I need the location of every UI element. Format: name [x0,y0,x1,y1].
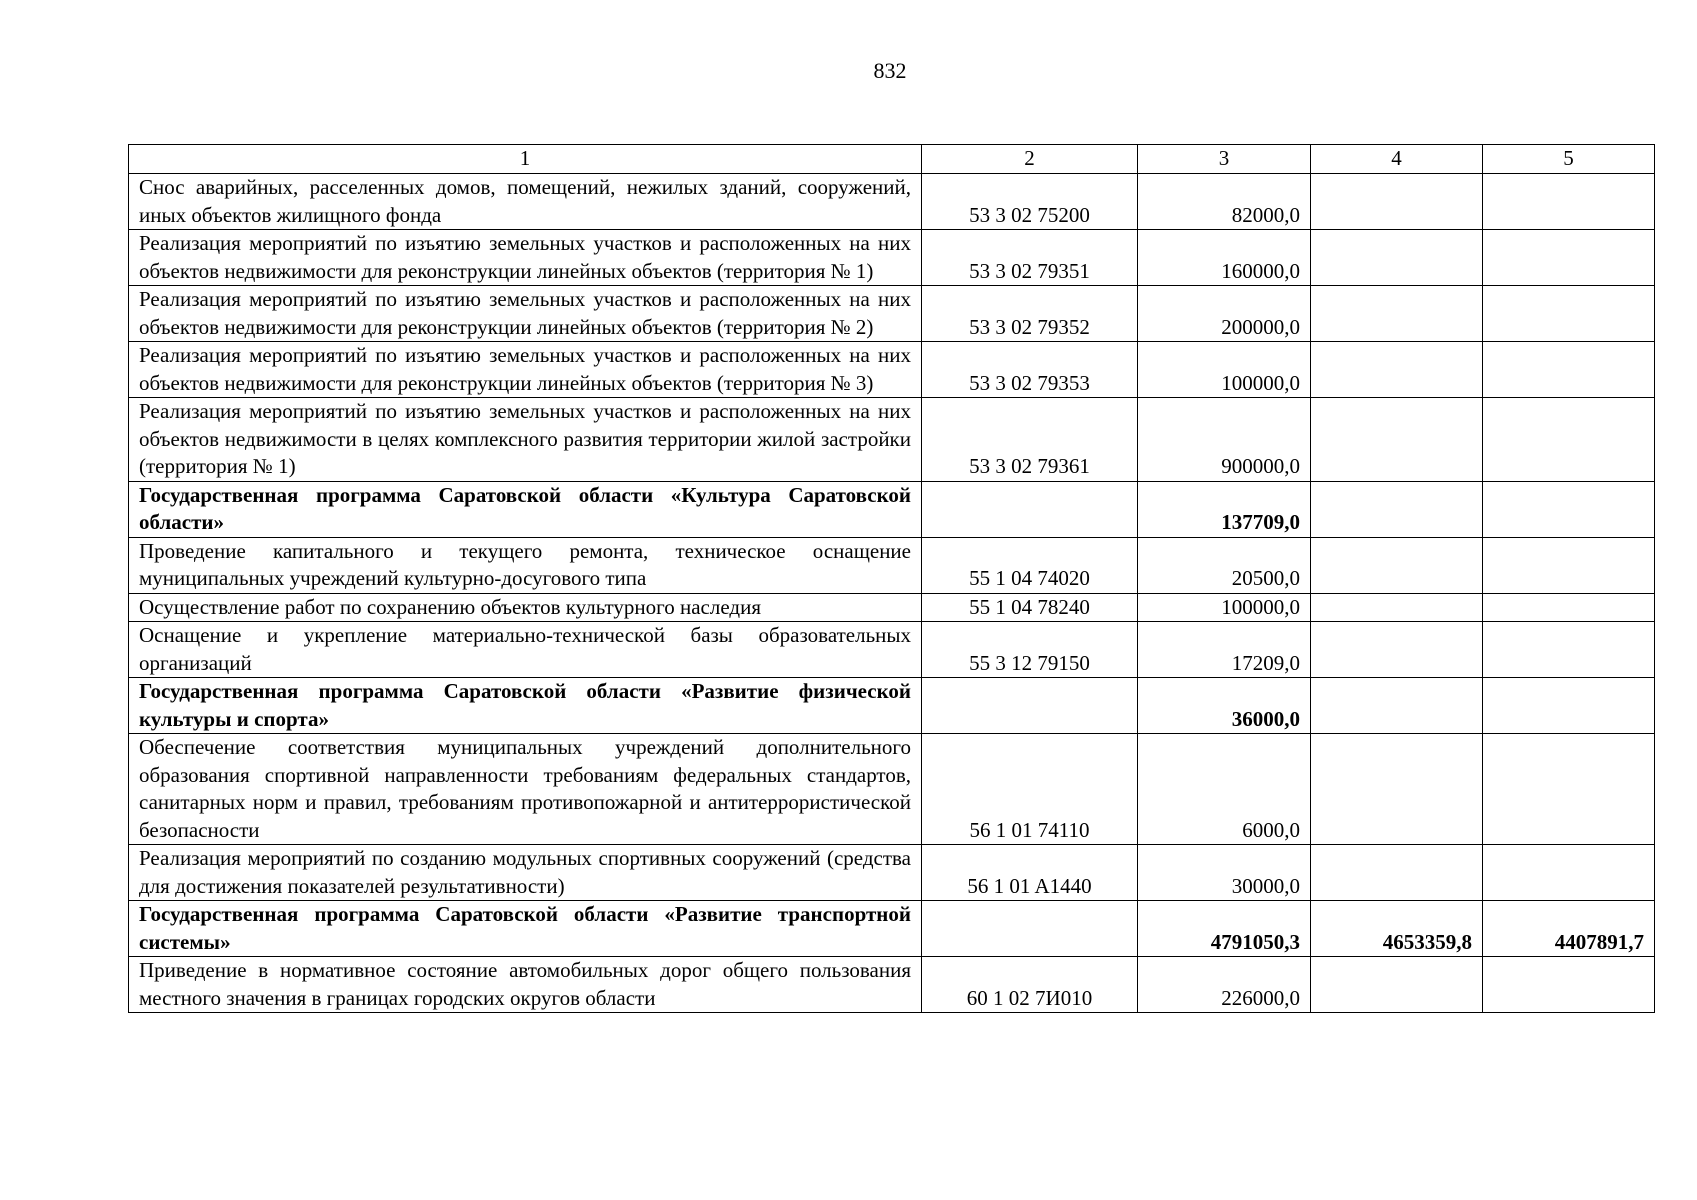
row-value-col4 [1311,481,1483,537]
row-value-col3: 200000,0 [1138,286,1311,342]
row-value-col3: 30000,0 [1138,845,1311,901]
row-name-cell: Реализация мероприятий по изъятию земельных участков и расположенных на них объектов недвижимости для реконструкции линейных объектов (территория № 1) [129,230,922,286]
row-code-cell [922,678,1138,734]
table-row [129,734,1655,845]
row-name-cell: Осуществление работ по сохранению объектов культурного наследия [129,593,922,622]
row-value-col5 [1483,286,1655,342]
row-value-col3: 20500,0 [1138,537,1311,593]
row-value-col5 [1483,845,1655,901]
row-code-cell: 56 1 01 A1440 [922,845,1138,901]
row-value-col3: 4791050,3 [1138,901,1311,957]
row-name-cell: Реализация мероприятий по созданию модульных спортивных сооружений (средства для достижения показателей результативности) [129,845,922,901]
row-value-col5 [1483,622,1655,678]
row-value-col5 [1483,957,1655,1013]
row-value-col5 [1483,230,1655,286]
page-number: 832 [873,58,907,83]
table-row [129,957,1655,1013]
row-code-cell: 53 3 02 75200 [922,174,1138,230]
row-value-col5 [1483,678,1655,734]
row-value-col4 [1311,230,1483,286]
row-name-cell: Снос аварийных, расселенных домов, помещений, нежилых зданий, сооружений, иных объектов жилищного фонда [129,174,922,230]
row-value-col3: 100000,0 [1138,342,1311,398]
table-row [129,230,1655,286]
row-code-cell: 53 3 02 79351 [922,230,1138,286]
row-name-cell: Государственная программа Саратовской области «Культура Саратовской области» [129,481,922,537]
row-value-col3: 900000,0 [1138,398,1311,482]
row-value-col4 [1311,342,1483,398]
row-value-col3: 226000,0 [1138,957,1311,1013]
table-row [129,537,1655,593]
budget-table [128,144,1655,1013]
row-code-cell: 55 1 04 74020 [922,537,1138,593]
row-value-col4 [1311,593,1483,622]
row-name-cell: Проведение капитального и текущего ремонта, техническое оснащение муниципальных учреждений культурно-досугового типа [129,537,922,593]
row-value-col4 [1311,734,1483,845]
row-name-cell: Приведение в нормативное состояние автомобильных дорог общего пользования местного значения в границах городских округов области [129,957,922,1013]
row-code-cell [922,481,1138,537]
row-value-col4: 4653359,8 [1311,901,1483,957]
header-cell-3: 3 [1138,145,1311,174]
table-row [129,174,1655,230]
row-value-col5 [1483,537,1655,593]
row-value-col3: 100000,0 [1138,593,1311,622]
table-row [129,481,1655,537]
row-value-col3: 160000,0 [1138,230,1311,286]
row-value-col4 [1311,174,1483,230]
table-row [129,286,1655,342]
row-code-cell: 55 3 12 79150 [922,622,1138,678]
row-name-cell: Оснащение и укрепление материально-технической базы образовательных организаций [129,622,922,678]
row-name-cell: Реализация мероприятий по изъятию земельных участков и расположенных на них объектов недвижимости для реконструкции линейных объектов (территория № 2) [129,286,922,342]
row-value-col5 [1483,174,1655,230]
row-name-cell: Государственная программа Саратовской области «Развитие транспортной системы» [129,901,922,957]
row-code-cell: 60 1 02 7И010 [922,957,1138,1013]
row-value-col5 [1483,734,1655,845]
row-value-col3: 6000,0 [1138,734,1311,845]
row-value-col5 [1483,342,1655,398]
row-code-cell: 56 1 01 74110 [922,734,1138,845]
row-value-col4 [1311,678,1483,734]
row-value-col4 [1311,622,1483,678]
row-name-cell: Реализация мероприятий по изъятию земельных участков и расположенных на них объектов недвижимости в целях комплексного развития территории жилой застройки (территория № 1) [129,398,922,482]
row-value-col3: 82000,0 [1138,174,1311,230]
row-code-cell: 55 1 04 78240 [922,593,1138,622]
table-header-row [129,145,1655,174]
row-value-col4 [1311,845,1483,901]
table-row [129,901,1655,957]
row-name-cell: Реализация мероприятий по изъятию земельных участков и расположенных на них объектов недвижимости для реконструкции линейных объектов (территория № 3) [129,342,922,398]
row-code-cell: 53 3 02 79352 [922,286,1138,342]
row-value-col4 [1311,957,1483,1013]
table-row [129,398,1655,482]
row-code-cell [922,901,1138,957]
row-name-cell: Государственная программа Саратовской области «Развитие физической культуры и спорта» [129,678,922,734]
row-code-cell: 53 3 02 79361 [922,398,1138,482]
table-row [129,622,1655,678]
row-value-col4 [1311,537,1483,593]
row-value-col5 [1483,481,1655,537]
row-value-col5 [1483,398,1655,482]
row-value-col4 [1311,286,1483,342]
row-value-col3: 137709,0 [1138,481,1311,537]
header-cell-2: 2 [922,145,1138,174]
row-value-col3: 36000,0 [1138,678,1311,734]
row-value-col5: 4407891,7 [1483,901,1655,957]
header-cell-4: 4 [1311,145,1483,174]
row-name-cell: Обеспечение соответствия муниципальных учреждений дополнительного образования спортивной направленности требованиям федеральных стандартов, санитарных норм и правил, требованиям противопожарной и антитеррористической безопасности [129,734,922,845]
table-row [129,845,1655,901]
table-row [129,678,1655,734]
header-cell-5: 5 [1483,145,1655,174]
table-row [129,342,1655,398]
table-row [129,593,1655,622]
row-code-cell: 53 3 02 79353 [922,342,1138,398]
row-value-col4 [1311,398,1483,482]
row-value-col3: 17209,0 [1138,622,1311,678]
header-cell-1: 1 [129,145,922,174]
row-value-col5 [1483,593,1655,622]
